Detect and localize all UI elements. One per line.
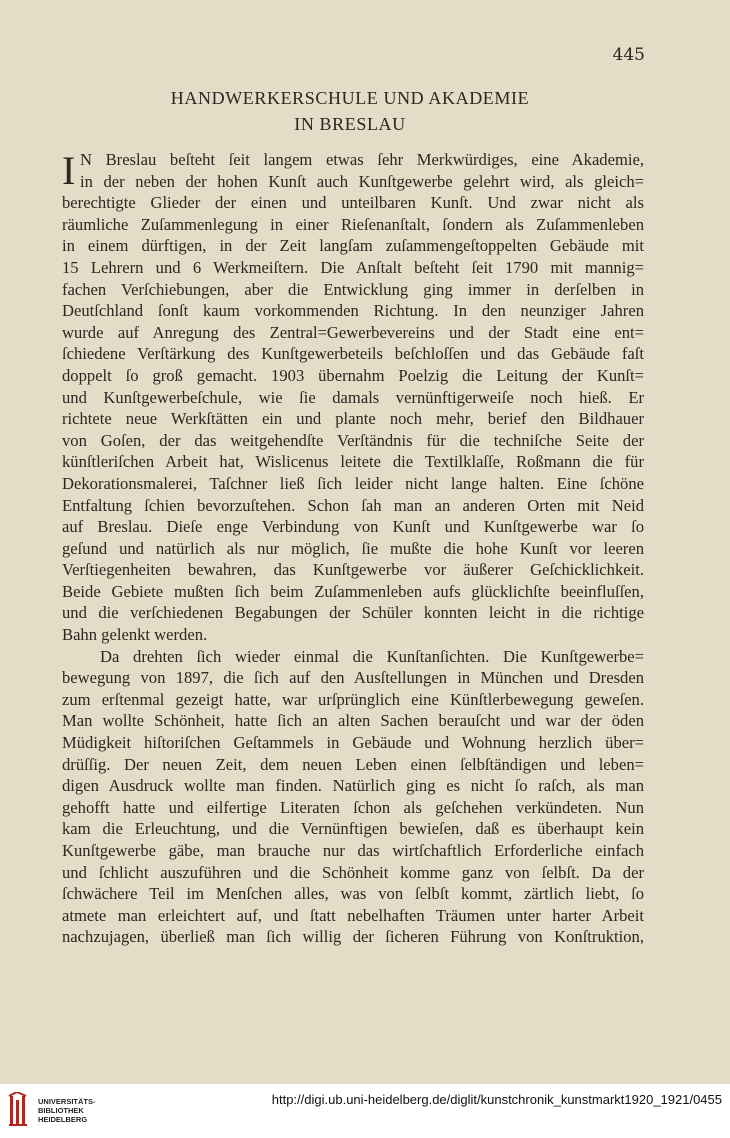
logo-text-line-2: BIBLIOTHEK [38,1106,84,1115]
text-line: doppelt ſo groß gemacht. 1903 übernahm Poelzig die Leitung der Kunſt= [62,365,644,385]
text-line: geſund und natürlich als nur möglich, ſie mußte die hohe Kunſt vor leeren [62,538,644,558]
text-line: Beide Gebiete mußten ſich beim Zuſammenleben aufs glücklichſte beeinfluſſen, [62,581,644,601]
text-line: 15 Lehrern und 6 Werkmeiſtern. Die Anſtalt beſteht ſeit 1790 mit mannig= [62,257,644,277]
text-line: atmete man erleichtert auf, und ſtatt nebelhaften Träumen unter harter Arbeit [62,905,644,925]
text-line: ſchiedene Verſtärkung des Kunſtgewerbeteils beſchloſſen und das Gebäude faſt [62,344,644,364]
text-line: digen Ausdruck wollte man finden. Natürlich ging es nicht ſo raſch, als man [62,776,644,796]
text-line: Man wollte Schönheit, hatte ſich an alten Sachen berauſcht und war der öden [62,711,644,731]
text-line: Dekorationsmalerei, Taſchner ließ ſich leider nicht lange halten. Eine ſchöne [62,473,644,493]
text-line: gehofft hatte und eilfertige Literaten ſchon als geſchehen verkündeten. Nun [62,797,644,817]
text-line: drüſſig. Der neuen Zeit, dem neuen Leben einen ſelbſtändigen und leben= [62,754,644,774]
text-line: N Breslau beſteht ſeit langem etwas ſehr Merkwürdiges, eine Akademie, [80,150,644,169]
text-line: Da drehten ſich wieder einmal die Kunſtanſichten. Die Kunſtgewerbe= [100,646,644,666]
logo-text-line-1: UNIVERSITÄTS- [38,1097,96,1106]
text-line: Bahn gelenkt werden. [62,625,208,645]
source-url-link[interactable]: http://digi.ub.uni-heidelberg.de/diglit/kunstchronik_kunstmarkt1920_1921/0455 [271,1092,722,1107]
article-title-line-1: HANDWERKERSCHULE UND AKADEMIE [170,88,530,108]
page-number: 445 [612,45,645,65]
text-line: und die verſchiedenen Begabungen der Schüler konnten leicht in die richtige [62,603,644,623]
text-line: Entfaltung ſchien bevorzuſtehen. Schon ſah man an anderen Orten mit Neid [62,495,644,515]
logo-text-line-3: HEIDELBERG [38,1115,88,1124]
text-line: richtete neue Werkſtätten ein und plante noch mehr, berief den Bildhauer [62,409,644,429]
drop-cap: I [62,148,76,193]
text-line: fachen Verſchiebungen, aber die Entwicklung ging immer in derſelben in [62,279,644,299]
text-line: in einem dürftigen, in der Zeit langſam zuſammengeſtoppelten Gebäude mit [62,236,644,256]
article-body [62,149,644,948]
text-line: wurde auf Anregung des Zentral=Gewerbevereins und der Stadt eine ent= [62,322,644,342]
text-line: berechtigte Glieder der einen und unteilbaren Kunſt. Und zwar nicht als [62,193,644,213]
university-library-logo-icon [8,1092,32,1128]
text-line: kam die Erleuchtung, und die Vernünftigen bewieſen, daß es überhaupt kein [62,819,644,839]
text-line: Verſtiegenheiten bewahren, das Kunſtgewerbe vor äußerer Geſchicklichkeit. [62,560,644,580]
text-line: und Kunſtgewerbeſchule, wie ſie damals vernünftigerweiſe noch hieß. Er [62,387,644,407]
text-line: Müdigkeit hiſtoriſchen Geſtammels in Gebäude und Wohnung herzlich über= [62,733,644,753]
library-name [38,1097,96,1124]
text-line: zum erſtenmal gezeigt hatte, war urſprünglich eine Künſtlerbewegung geweſen. [62,689,644,709]
text-line: in der neben der hohen Kunſt auch Kunſtgewerbe gelehrt wird, als gleich= [80,171,644,191]
text-line: bewegung von 1897, die ſich auf den Ausſtellungen in München und Dresden [62,668,644,688]
text-line: nachzujagen, überließ man ſich willig der ſicheren Führung von Konſtruktion, [62,927,644,947]
text-line: und ſchlicht auszuführen und die Schönheit komme ganz von ſelbſt. Da der [62,862,644,882]
text-line: ſchwächere Teil im Menſchen alles, was von ſelbſt kommt, zärtlich liebt, ſo [62,884,644,904]
text-line: Deutſchland ſonſt kaum vorkommenden Richtung. In den neunziger Jahren [62,301,644,321]
text-line: von Goſen, der das weitgehendſte Verſtändnis für die techniſche Seite der [62,430,644,450]
text-line: auf Breslau. Dieſe enge Verbindung von Kunſt und Kunſtgewerbe war ſo [62,517,644,537]
article-title-line-2: IN BRESLAU [294,114,406,134]
text-line: räumliche Zuſammenlegung in einer Rieſenanſtalt, ſondern als Zuſammenleben [62,214,644,234]
text-line: Kunſtgewerbe gäbe, man brauche nur das wirtſchaftlich Erforderliche einfach [62,841,644,860]
text-line: künſtleriſchen Arbeit hat, Wislicenus leitete die Textilklaſſe, Roßmann die für [62,452,644,472]
